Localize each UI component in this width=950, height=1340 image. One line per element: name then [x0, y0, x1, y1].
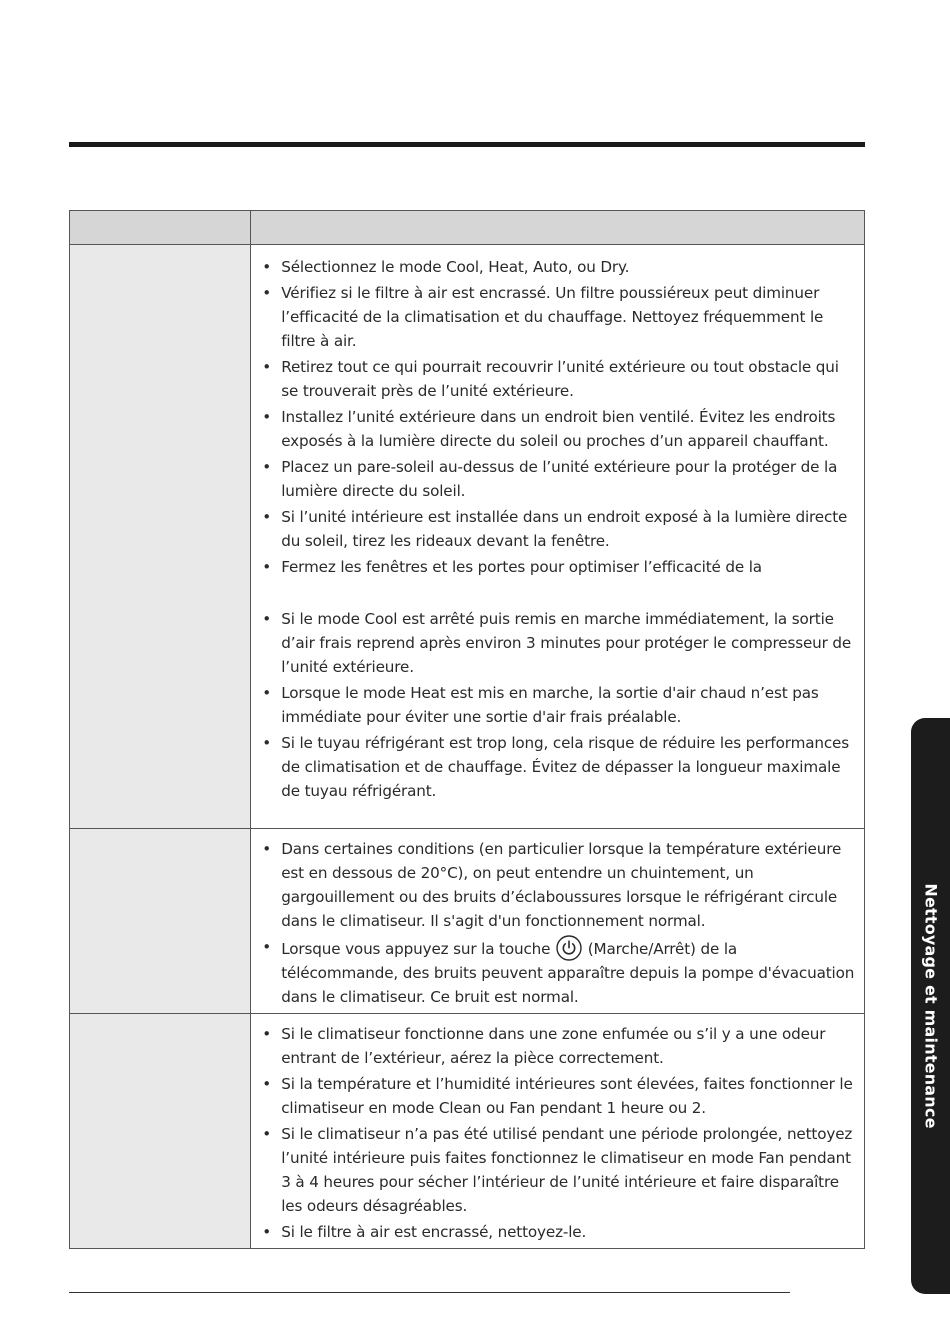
power-icon: [556, 935, 582, 961]
table-header-row: [70, 211, 865, 245]
solution-cell: [251, 829, 865, 1014]
solution-item: • Si le climatiseur fonctionne dans une zone enfumée ou s’il y a une odeur entrant de l’extérieur, aérez la pièce correctement.: [259, 1022, 856, 1070]
table-row: [70, 245, 865, 829]
solution-item-continued: Sélectionnez le mode Cool, Heat, Auto, ou Dry.: [281, 258, 630, 276]
solution-item: • Fermez les fenêtres et les portes pour optimiser l’efficacité de la: [259, 555, 856, 579]
solution-item: • Placez un pare-soleil au-dessus de l’unité extérieure pour la protéger de la lumière directe du soleil.: [259, 455, 856, 503]
header-problem: [70, 211, 251, 245]
table-row: [70, 829, 865, 1014]
solution-item: • Si le tuyau réfrigérant est trop long, cela risque de réduire les performances de climatisation et de chauffage. Évitez de dépasser la longueur maximale de tuyau réfrigérant.: [259, 731, 856, 803]
solution-item: • Si l’unité intérieure est installée dans un endroit exposé à la lumière directe du soleil, tirez les rideaux devant la fenêtre.: [259, 505, 856, 553]
solution-item: • Si la température et l’humidité intérieures sont élevées, faites fonctionner le climatiseur en mode Clean ou Fan pendant 1 heure ou 2.: [259, 1072, 856, 1120]
solution-item-gap: [259, 581, 856, 605]
solution-item: • Lorsque le mode Heat est mis en marche, la sortie d'air chaud n’est pas immédiate pour éviter une sortie d'air frais préalable.: [259, 681, 856, 729]
problem-cell: [70, 829, 251, 1014]
solution-item-power: [259, 935, 856, 1009]
top-rule: [69, 142, 865, 147]
power-item-before: Lorsque vous appuyez sur la touche: [281, 940, 551, 958]
troubleshooting-table: [69, 210, 865, 1249]
solution-item: • Dans certaines conditions (en particulier lorsque la température extérieure est en dessous de 20°C), on peut entendre un chuintement, un gargouillement ou des bruits d’éclaboussures lorsque le réfrigérant circule dans le climatiseur. Il s'agit d'un fonctionnement normal.: [259, 837, 856, 933]
solution-cell: [251, 245, 865, 829]
solution-item: • Si le climatiseur n’a pas été utilisé pendant une période prolongée, nettoyez l’unité intérieure puis faites fonctionnez le climatiseur en mode Fan pendant 3 à 4 heures pour sécher l’intérieur de l’unité intérieure et faire disparaître les odeurs désagréables.: [259, 1122, 856, 1218]
solution-item: • Si le filtre à air est encrassé, nettoyez-le.: [259, 1220, 856, 1244]
solution-item: • Vérifiez si le filtre à air est encrassé. Un filtre poussiéreux peut diminuer l’efficacité de la climatisation et du chauffage. Nettoyez fréquemment le filtre à air.: [259, 281, 856, 353]
section-side-tab: [911, 718, 950, 1294]
solution-item: • Installez l’unité extérieure dans un endroit bien ventilé. Évitez les endroits exposés à la lumière directe du soleil ou proches d’un appareil chauffant.: [259, 405, 856, 453]
problem-cell: [70, 245, 251, 829]
bottom-rule: [69, 1292, 790, 1293]
header-solution: [251, 211, 865, 245]
table-row: [70, 1014, 865, 1249]
solution-item: • Si le mode Cool est arrêté puis remis en marche immédiatement, la sortie d’air frais reprend après environ 3 minutes pour protéger le compresseur de l’unité extérieure.: [259, 607, 856, 679]
side-tab-label: Nettoyage et maintenance: [921, 883, 940, 1129]
problem-cell: [70, 1014, 251, 1249]
solution-item: • Retirez tout ce qui pourrait recouvrir l’unité extérieure ou tout obstacle qui se trouverait près de l’unité extérieure.: [259, 355, 856, 403]
solution-cell: [251, 1014, 865, 1249]
power-item-after: (Marche/Arrêt) de la télécommande, des bruits peuvent apparaître depuis la pompe d'évacuation dans le climatiseur. Ce bruit est normal.: [281, 940, 855, 1006]
